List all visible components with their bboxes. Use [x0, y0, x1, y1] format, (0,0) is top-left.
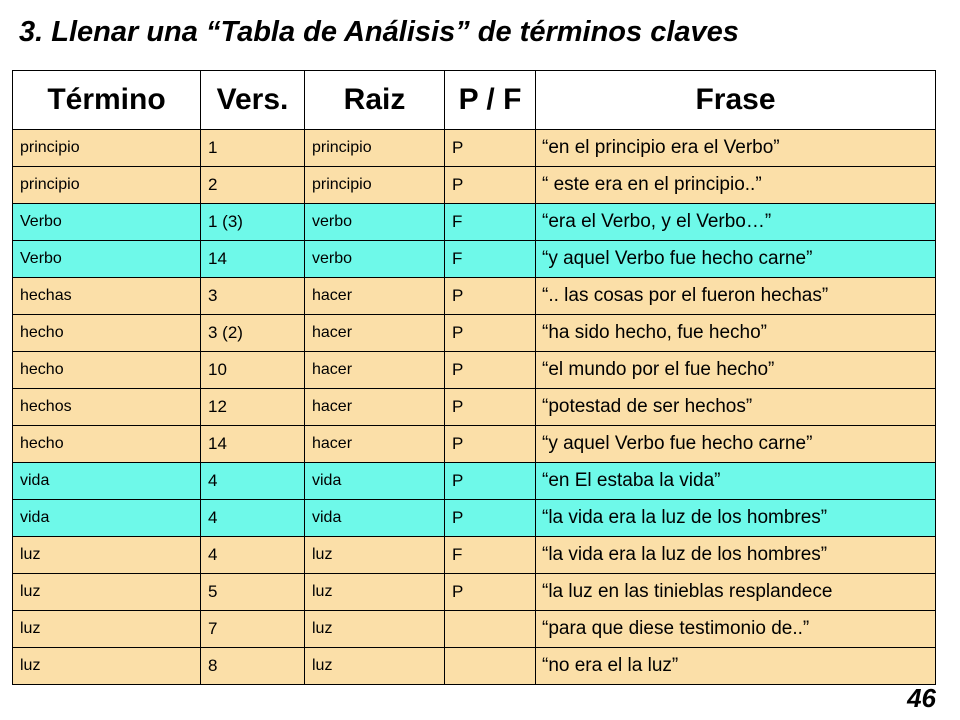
cell-verse: 10 [201, 352, 305, 389]
cell-root: hacer [305, 315, 445, 352]
cell-pf [445, 611, 536, 648]
table-row [13, 611, 936, 648]
cell-phrase: “ha sido hecho, fue hecho” [536, 315, 936, 352]
cell-pf: P [445, 426, 536, 463]
cell-phrase: “ este era en el principio..” [536, 167, 936, 204]
cell-term: luz [13, 611, 201, 648]
cell-phrase: “potestad de ser hechos” [536, 389, 936, 426]
table-row [13, 426, 936, 463]
cell-root: vida [305, 500, 445, 537]
cell-pf: P [445, 278, 536, 315]
cell-term: luz [13, 537, 201, 574]
table-row [13, 352, 936, 389]
cell-root: luz [305, 574, 445, 611]
cell-root: hacer [305, 278, 445, 315]
cell-verse: 4 [201, 463, 305, 500]
cell-phrase: “la vida era la luz de los hombres” [536, 537, 936, 574]
cell-root: luz [305, 648, 445, 685]
cell-pf: P [445, 500, 536, 537]
table-row [13, 537, 936, 574]
slide-title: 3. Llenar una “Tabla de Análisis” de términos claves [19, 16, 739, 48]
cell-term: principio [13, 167, 201, 204]
cell-term: hecho [13, 352, 201, 389]
page-number: 46 [907, 683, 936, 713]
cell-pf: P [445, 463, 536, 500]
cell-verse: 7 [201, 611, 305, 648]
cell-verse: 4 [201, 500, 305, 537]
table-row [13, 389, 936, 426]
table-row [13, 574, 936, 611]
cell-phrase: “y aquel Verbo fue hecho carne” [536, 241, 936, 278]
cell-pf [445, 648, 536, 685]
cell-term: principio [13, 130, 201, 167]
table-row [13, 648, 936, 685]
cell-root: luz [305, 611, 445, 648]
cell-root: hacer [305, 389, 445, 426]
cell-verse: 1 [201, 130, 305, 167]
cell-term: luz [13, 574, 201, 611]
cell-term: hecho [13, 315, 201, 352]
cell-term: vida [13, 463, 201, 500]
table-row [13, 167, 936, 204]
cell-term: Verbo [13, 204, 201, 241]
cell-term: vida [13, 500, 201, 537]
cell-verse: 5 [201, 574, 305, 611]
cell-term: hecho [13, 426, 201, 463]
cell-verse: 1 (3) [201, 204, 305, 241]
cell-phrase: “era el Verbo, y el Verbo…” [536, 204, 936, 241]
cell-phrase: “en El estaba la vida” [536, 463, 936, 500]
cell-verse: 3 (2) [201, 315, 305, 352]
cell-phrase: “en el principio era el Verbo” [536, 130, 936, 167]
cell-verse: 3 [201, 278, 305, 315]
cell-pf: P [445, 389, 536, 426]
cell-phrase: “.. las cosas por el fueron hechas” [536, 278, 936, 315]
cell-root: principio [305, 130, 445, 167]
cell-verse: 2 [201, 167, 305, 204]
cell-verse: 14 [201, 426, 305, 463]
cell-term: luz [13, 648, 201, 685]
cell-root: verbo [305, 241, 445, 278]
table-row [13, 463, 936, 500]
cell-term: hechas [13, 278, 201, 315]
cell-phrase: “la vida era la luz de los hombres” [536, 500, 936, 537]
cell-term: Verbo [13, 241, 201, 278]
cell-phrase: “el mundo por el fue hecho” [536, 352, 936, 389]
cell-phrase: “y aquel Verbo fue hecho carne” [536, 426, 936, 463]
cell-pf: P [445, 315, 536, 352]
cell-verse: 12 [201, 389, 305, 426]
cell-term: hechos [13, 389, 201, 426]
cell-phrase: “no era el la luz” [536, 648, 936, 685]
header-pf: P / F [445, 71, 536, 130]
cell-pf: P [445, 352, 536, 389]
cell-root: hacer [305, 426, 445, 463]
table-row [13, 130, 936, 167]
cell-pf: F [445, 537, 536, 574]
cell-pf: P [445, 574, 536, 611]
cell-pf: P [445, 130, 536, 167]
table-row [13, 278, 936, 315]
cell-root: hacer [305, 352, 445, 389]
cell-root: verbo [305, 204, 445, 241]
table-header-row [13, 71, 936, 130]
cell-verse: 8 [201, 648, 305, 685]
cell-root: principio [305, 167, 445, 204]
cell-pf: P [445, 167, 536, 204]
cell-phrase: “la luz en las tinieblas resplandece [536, 574, 936, 611]
table-row [13, 315, 936, 352]
cell-pf: F [445, 204, 536, 241]
cell-phrase: “para que diese testimonio de..” [536, 611, 936, 648]
cell-root: luz [305, 537, 445, 574]
cell-pf: F [445, 241, 536, 278]
table-body [13, 130, 936, 685]
header-phrase: Frase [536, 71, 936, 130]
header-root: Raiz [305, 71, 445, 130]
table-row [13, 500, 936, 537]
cell-root: vida [305, 463, 445, 500]
table-row [13, 241, 936, 278]
table-row [13, 204, 936, 241]
header-term: Término [13, 71, 201, 130]
cell-verse: 4 [201, 537, 305, 574]
header-verse: Vers. [201, 71, 305, 130]
analysis-table [12, 70, 936, 685]
cell-verse: 14 [201, 241, 305, 278]
